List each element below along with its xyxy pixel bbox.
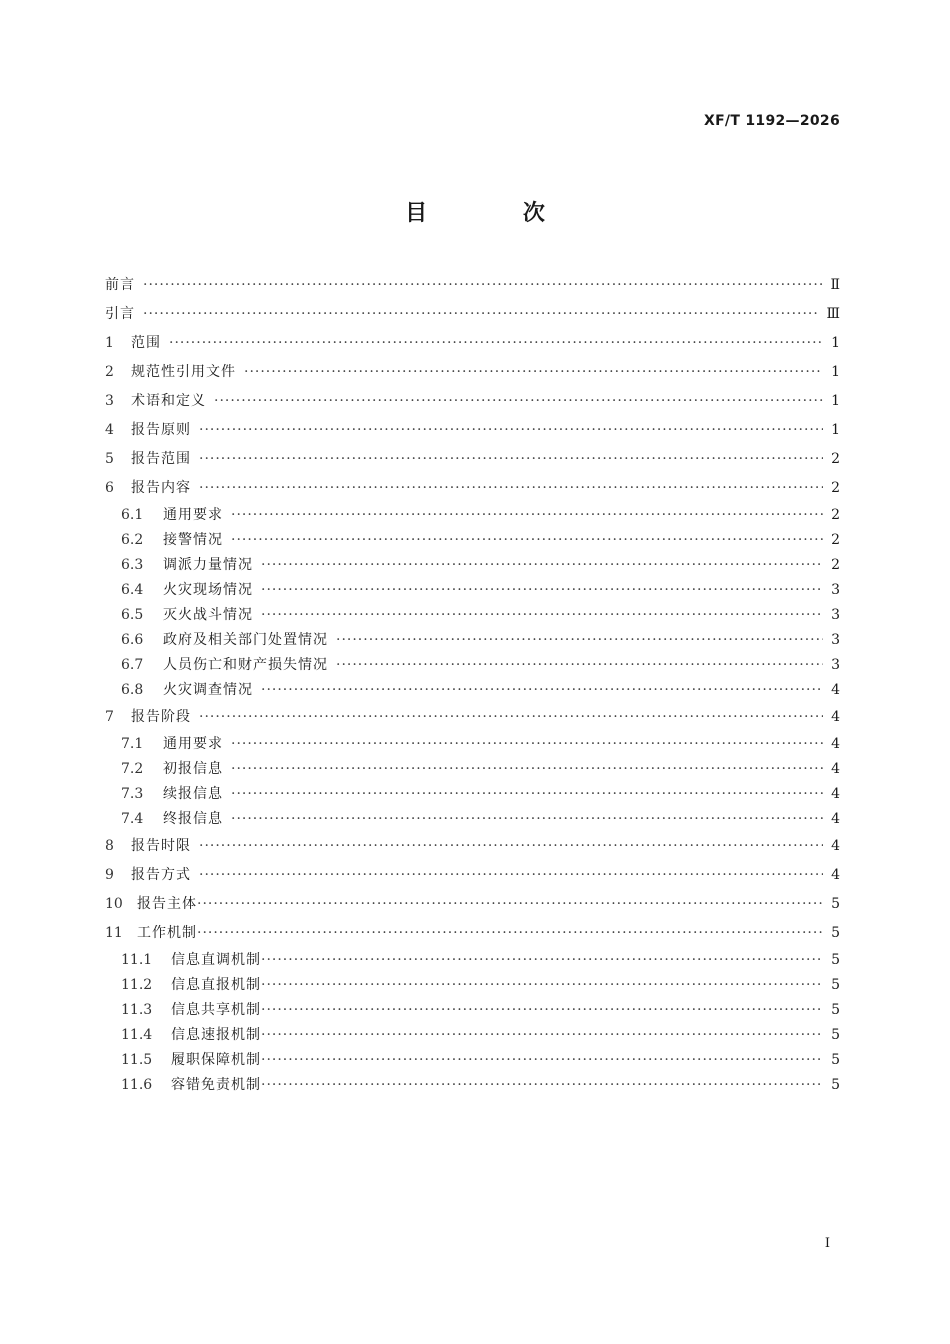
toc-subentry[interactable] (105, 553, 840, 578)
toc-entry-title: 报告内容 (131, 480, 191, 496)
toc-entry-title: 调派力量情况 (163, 557, 253, 573)
toc-subentry[interactable] (105, 1048, 840, 1073)
toc-entry-page: 3 (831, 657, 840, 673)
toc-entry-number: 6.4 (121, 582, 144, 598)
toc-entry-page: Ⅱ (830, 277, 840, 293)
toc-dot-leader (261, 998, 823, 1023)
toc-entry-page: 1 (831, 335, 840, 351)
toc-entry-number: 11.2 (121, 977, 153, 993)
toc-entry[interactable] (105, 861, 840, 890)
toc-dot-leader (214, 387, 823, 416)
toc-dot-leader (231, 782, 823, 807)
toc-dot-leader (261, 1073, 823, 1098)
toc-entry-title: 信息共享机制 (171, 1002, 261, 1018)
toc-entry-number: 2 (105, 364, 114, 380)
toc-entry-title: 通用要求 (163, 736, 223, 752)
toc-entry-number: 6.5 (121, 607, 144, 623)
toc-subentry[interactable] (105, 807, 840, 832)
toc-entry-title: 容错免责机制 (171, 1077, 261, 1093)
toc-entry-title: 规范性引用文件 (131, 364, 236, 380)
toc-entry-page: 2 (831, 480, 840, 496)
toc-entry-number: 6.2 (121, 532, 144, 548)
toc-entry-number: 8 (105, 838, 114, 854)
toc-entry-title: 报告方式 (131, 867, 191, 883)
toc-dot-leader (199, 703, 823, 732)
toc-dot-leader (143, 300, 818, 329)
toc-dot-leader (231, 503, 823, 528)
toc-subentry[interactable] (105, 628, 840, 653)
toc-entry-title: 报告时限 (131, 838, 191, 854)
toc-dot-leader (261, 603, 823, 628)
toc-dot-leader (169, 329, 823, 358)
toc-entry-title: 工作机制 (137, 925, 197, 941)
toc-entry-page: 3 (831, 632, 840, 648)
toc-dot-leader (197, 890, 823, 919)
toc-entry-number: 11 (105, 925, 123, 941)
toc-entry-number: 11.4 (121, 1027, 153, 1043)
toc-dot-leader (261, 948, 823, 973)
toc-entry-page: 3 (831, 582, 840, 598)
toc-entry-title: 信息直调机制 (171, 952, 261, 968)
toc-entry-page: 1 (831, 422, 840, 438)
toc-entry-page: 2 (831, 532, 840, 548)
toc-entry[interactable] (105, 890, 840, 919)
toc-entry-page: Ⅲ (826, 306, 840, 322)
table-of-contents (105, 271, 840, 1098)
toc-entry[interactable] (105, 387, 840, 416)
toc-entry-title: 初报信息 (163, 761, 223, 777)
toc-subentry[interactable] (105, 1073, 840, 1098)
toc-entry-title: 通用要求 (163, 507, 223, 523)
toc-entry-title: 终报信息 (163, 811, 223, 827)
toc-subentry[interactable] (105, 732, 840, 757)
toc-entry[interactable] (105, 474, 840, 503)
toc-entry-number: 6.8 (121, 682, 144, 698)
toc-entry-number: 7 (105, 709, 114, 725)
toc-dot-leader (231, 757, 823, 782)
toc-entry-number: 10 (105, 896, 123, 912)
toc-entry[interactable] (105, 703, 840, 732)
toc-entry[interactable] (105, 358, 840, 387)
toc-entry-number: 3 (105, 393, 114, 409)
toc-entry-number: 6.6 (121, 632, 144, 648)
toc-entry[interactable] (105, 445, 840, 474)
page-title: 目 次 (405, 201, 589, 226)
toc-entry-page: 5 (831, 1052, 840, 1068)
toc-entry-page: 4 (831, 736, 840, 752)
toc-dot-leader (261, 553, 823, 578)
toc-entry-title: 引言 (105, 306, 135, 322)
toc-subentry[interactable] (105, 603, 840, 628)
toc-entry-number: 6.3 (121, 557, 144, 573)
toc-entry-page: 4 (831, 786, 840, 802)
toc-entry-number: 5 (105, 451, 114, 467)
toc-entry-number: 4 (105, 422, 114, 438)
toc-entry-page: 5 (831, 896, 840, 912)
toc-entry-page: 2 (831, 451, 840, 467)
toc-entry-page: 4 (831, 867, 840, 883)
toc-entry[interactable] (105, 416, 840, 445)
toc-dot-leader (231, 732, 823, 757)
toc-entry-page: 5 (831, 1077, 840, 1093)
toc-entry-page: 1 (831, 364, 840, 380)
toc-subentry[interactable] (105, 948, 840, 973)
toc-entry-number: 6.7 (121, 657, 144, 673)
toc-dot-leader (261, 678, 823, 703)
toc-entry-title: 续报信息 (163, 786, 223, 802)
toc-entry-title: 报告主体 (137, 896, 197, 912)
toc-dot-leader (261, 578, 823, 603)
toc-entry-title: 报告原则 (131, 422, 191, 438)
toc-entry-title: 报告阶段 (131, 709, 191, 725)
toc-entry-title: 灭火战斗情况 (163, 607, 253, 623)
standard-code: XF/T 1192—2026 (703, 113, 840, 129)
toc-subentry[interactable] (105, 757, 840, 782)
toc-subentry[interactable] (105, 678, 840, 703)
toc-dot-leader (199, 445, 823, 474)
toc-subentry[interactable] (105, 578, 840, 603)
toc-entry-number: 11.6 (121, 1077, 153, 1093)
toc-entry-page: 5 (831, 1027, 840, 1043)
toc-entry-page: 4 (831, 811, 840, 827)
toc-entry-number: 1 (105, 335, 114, 351)
toc-entry-title: 火灾调查情况 (163, 682, 253, 698)
toc-entry-number: 6 (105, 480, 114, 496)
toc-entry-title: 人员伤亡和财产损失情况 (163, 657, 328, 673)
toc-entry-number: 7.2 (121, 761, 144, 777)
toc-entry-page: 2 (831, 557, 840, 573)
toc-entry-page: 5 (831, 925, 840, 941)
toc-entry-page: 4 (831, 682, 840, 698)
toc-entry-number: 6.1 (121, 507, 144, 523)
toc-dot-leader (231, 807, 823, 832)
toc-subentry[interactable] (105, 998, 840, 1023)
toc-entry-title: 政府及相关部门处置情况 (163, 632, 328, 648)
toc-entry-page: 5 (831, 1002, 840, 1018)
toc-dot-leader (336, 628, 823, 653)
toc-entry-number: 9 (105, 867, 114, 883)
toc-subentry[interactable] (105, 782, 840, 807)
toc-entry-title: 范围 (131, 335, 161, 351)
toc-entry-title: 火灾现场情况 (163, 582, 253, 598)
toc-subentry[interactable] (105, 528, 840, 553)
toc-entry-title: 信息直报机制 (171, 977, 261, 993)
toc-entry[interactable] (105, 832, 840, 861)
toc-entry-page: 2 (831, 507, 840, 523)
toc-dot-leader (244, 358, 823, 387)
toc-entry-number: 11.3 (121, 1002, 153, 1018)
toc-entry[interactable] (105, 919, 840, 948)
toc-entry-page: 3 (831, 607, 840, 623)
toc-dot-leader (261, 973, 823, 998)
toc-dot-leader (261, 1023, 823, 1048)
toc-entry-page: 1 (831, 393, 840, 409)
toc-subentry[interactable] (105, 653, 840, 678)
toc-dot-leader (199, 416, 823, 445)
toc-entry-number: 11.5 (121, 1052, 153, 1068)
toc-dot-leader (199, 832, 823, 861)
toc-entry-page: 4 (831, 709, 840, 725)
toc-dot-leader (199, 861, 823, 890)
toc-entry-number: 7.4 (121, 811, 144, 827)
toc-entry-title: 前言 (105, 277, 135, 293)
toc-dot-leader (199, 474, 823, 503)
toc-dot-leader (197, 919, 823, 948)
toc-entry-page: 4 (831, 838, 840, 854)
toc-entry-title: 术语和定义 (131, 393, 206, 409)
toc-entry-page: 5 (831, 977, 840, 993)
toc-entry-number: 7.1 (121, 736, 144, 752)
toc-dot-leader (261, 1048, 823, 1073)
toc-entry-title: 接警情况 (163, 532, 223, 548)
toc-subentry[interactable] (105, 503, 840, 528)
toc-entry-number: 11.1 (121, 952, 153, 968)
toc-dot-leader (143, 271, 822, 300)
toc-entry[interactable] (105, 271, 840, 300)
toc-subentry[interactable] (105, 973, 840, 998)
page-number: I (824, 1236, 830, 1251)
toc-entry-title: 信息速报机制 (171, 1027, 261, 1043)
toc-entry-number: 7.3 (121, 786, 144, 802)
toc-entry-title: 履职保障机制 (171, 1052, 261, 1068)
toc-dot-leader (231, 528, 823, 553)
toc-entry[interactable] (105, 300, 840, 329)
toc-entry-page: 5 (831, 952, 840, 968)
toc-entry-page: 4 (831, 761, 840, 777)
toc-subentry[interactable] (105, 1023, 840, 1048)
toc-dot-leader (336, 653, 823, 678)
toc-entry[interactable] (105, 329, 840, 358)
toc-entry-title: 报告范围 (131, 451, 191, 467)
